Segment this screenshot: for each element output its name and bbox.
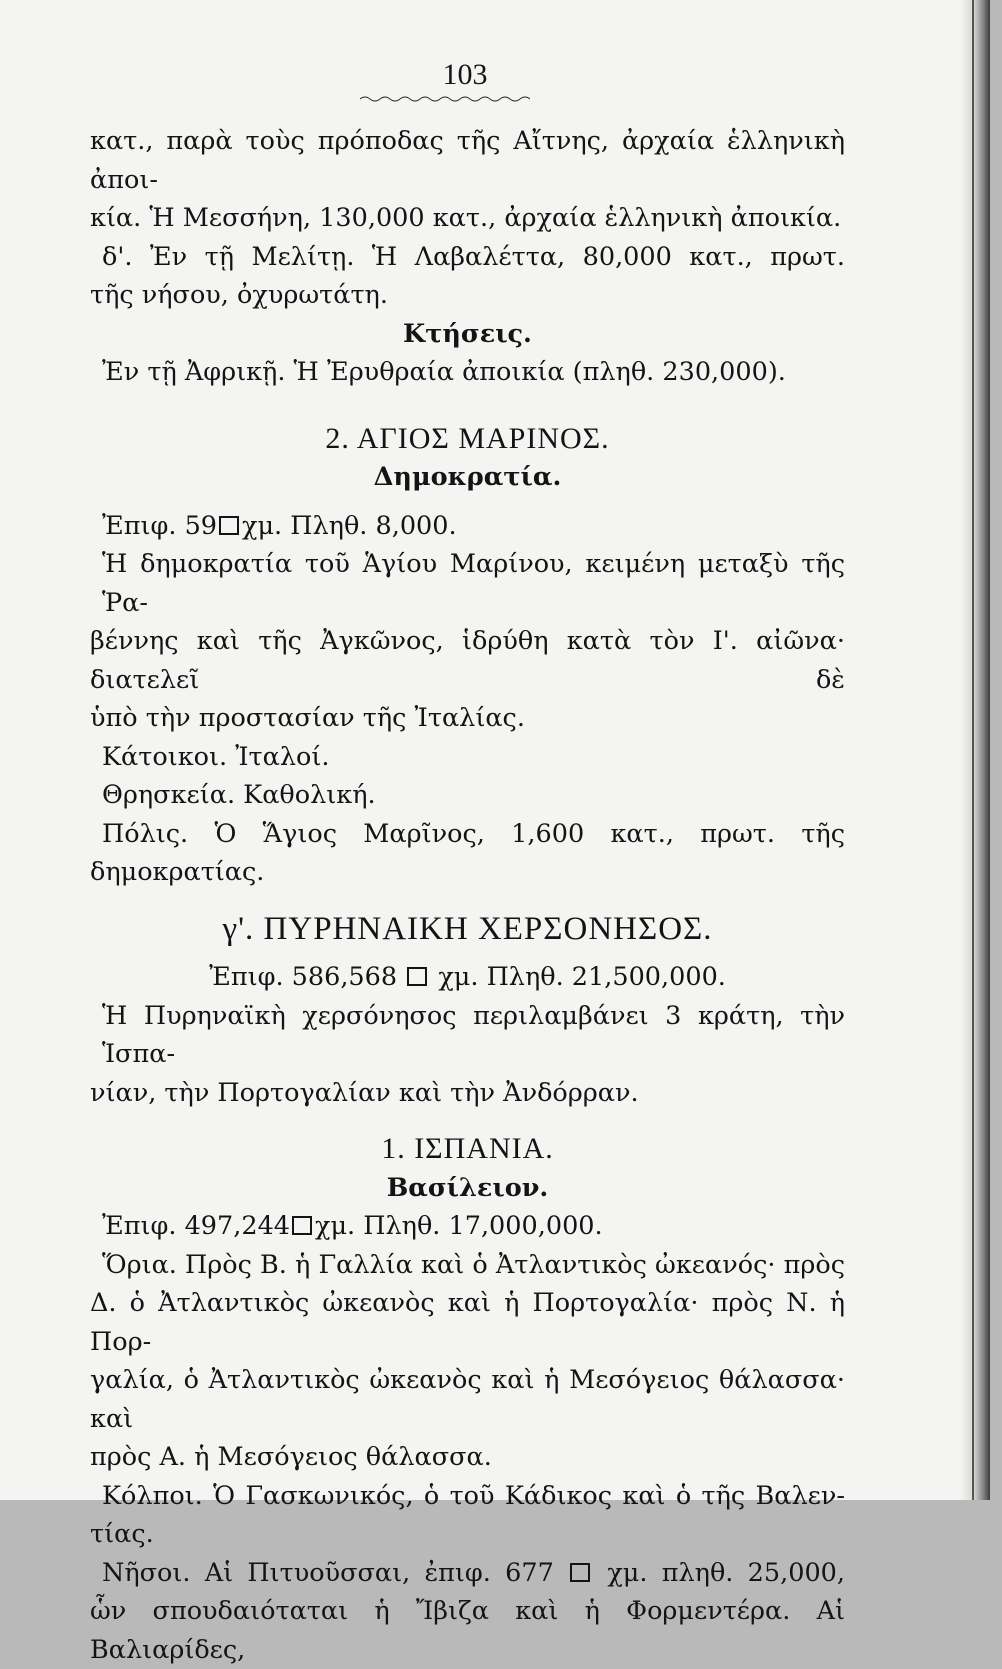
text-line: γαλία, ὁ Ἀτλαντικὸς ὠκεανὸς καὶ ἡ Μεσόγειος θάλασσα· καὶ (90, 1365, 845, 1434)
text-line: Κόλποι. Ὁ Γασκωνικός, ὁ τοῦ Κάδικος καὶ ὁ τῆς Βαλεν- (102, 1480, 845, 1511)
section-subheading: Κτήσεις. (403, 318, 532, 349)
text-line: πρὸς Α. ἡ Μεσόγειος θάλασσα. (90, 1442, 492, 1472)
text-line: Θρησκεία. Καθολική. (102, 780, 376, 810)
square-symbol-icon (570, 1563, 590, 1582)
text-line: βέννης καὶ τῆς Ἀγκῶνος, ἱδρύθη κατὰ τὸν Ι'. αἰῶνα· διατελεῖ δὲ (90, 626, 845, 695)
page-number: 103 (442, 58, 488, 91)
page-edge-shadow (960, 0, 990, 1500)
text-line: τίας. (90, 1519, 154, 1549)
text-line: Ἐπιφ. 586,568 χμ. Πληθ. 21,500,000. (209, 962, 726, 992)
text-line: δημοκρατίας. (90, 857, 265, 887)
text-line: νίαν, τὴν Πορτογαλίαν καὶ τὴν Ἀνδόρραν. (90, 1077, 639, 1108)
section-heading: 1. ΙΣΠΑΝΙΑ. (381, 1132, 554, 1165)
text-line: Πόλις. Ὁ Ἅγιος Μαρῖνος, 1,600 κατ., πρωτ. τῆς (102, 818, 845, 849)
page-number-ornament-rule (360, 95, 530, 103)
page-text (90, 122, 845, 1669)
square-symbol-icon (219, 516, 239, 535)
section-heading: 2. ΑΓΙΟΣ ΜΑΡΙΝΟΣ. (325, 421, 610, 455)
text-line: Ὅρια. Πρὸς Β. ἡ Γαλλία καὶ ὁ Ἀτλαντικὸς ὠκεανός· πρὸς (102, 1249, 845, 1280)
text-line: Ἡ δημοκρατία τοῦ Ἁγίου Μαρίνου, κειμένη μεταξὺ τῆς Ῥα- (102, 549, 845, 618)
section-heading: γ'. ΠΥΡΗΝΑΙΚΗ ΧΕΡΣΟΝΗΣΟΣ. (222, 910, 713, 947)
page-edge-line (972, 0, 974, 1500)
square-symbol-icon (407, 967, 427, 986)
text-line: Κάτοικοι. Ἰταλοί. (102, 741, 330, 772)
text-line: Ἐπιφ. 59 χμ. Πληθ. 8,000. (102, 510, 457, 541)
square-symbol-icon (292, 1216, 312, 1235)
text-line: τῆς νήσου, ὀχυρωτάτη. (90, 280, 388, 310)
text-line: κία. Ἡ Μεσσήνη, 130,000 κατ., ἀρχαία ἑλληνικὴ ἀποικία. (90, 203, 842, 233)
text-line: Ἡ Πυρηναϊκὴ χερσόνησος περιλαμβάνει 3 κράτη, τὴν Ἱσπα- (102, 1000, 845, 1069)
section-subheading: Δημοκρατία. (373, 462, 562, 492)
text-line: δ'. Ἐν τῇ Μελίτῃ. Ἡ Λαβαλέττα, 80,000 κατ., πρωτ. (102, 241, 845, 272)
text-line: ὑπὸ τὴν προστασίαν τῆς Ἰταλίας. (90, 703, 525, 733)
text-line: ὧν σπουδαιόταται ἡ Ἴβιζα καὶ ἡ Φορμεντέρα. Αἱ Βαλιαρίδες, (90, 1596, 845, 1665)
section-subheading: Βασίλειον. (386, 1172, 549, 1203)
text-line: Νῆσοι. Αἱ Πιτυοῦσσαι, ἐπιφ. 677 χμ. πληθ. 25,000, (102, 1557, 845, 1588)
text-line: κατ., παρὰ τοὺς πρόποδας τῆς Αἴτνης, ἀρχαία ἑλληνικὴ ἀποι- (90, 126, 845, 195)
text-line: Ἐπιφ. 497,244 χμ. Πληθ. 17,000,000. (102, 1211, 603, 1241)
text-line: Ἐν τῇ Ἀφρικῇ. Ἡ Ἐρυθραία ἀποικία (πληθ. 230,000). (102, 357, 786, 387)
text-line: Δ. ὁ Ἀτλαντικὸς ὠκεανὸς καὶ ἡ Πορτογαλία· πρὸς Ν. ἡ Πορ- (90, 1288, 845, 1357)
